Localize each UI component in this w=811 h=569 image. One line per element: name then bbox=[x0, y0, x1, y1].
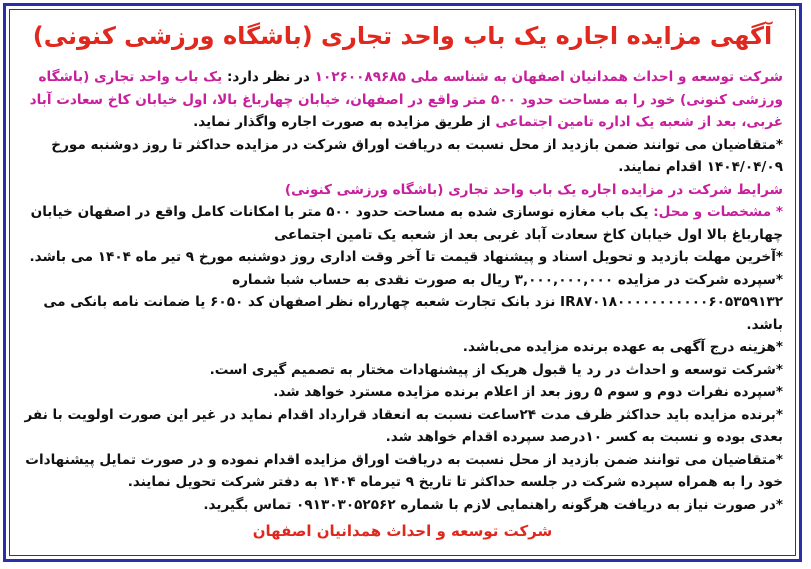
condition-contact: *در صورت نیاز به دریافت هرگونه راهنمایی لازم با شماره ۰۹۱۳۰۳۰۵۲۵۶۲ تماس بگیرید. bbox=[203, 496, 783, 513]
property-description: یک باب واحد تجاری (باشگاه ورزشی کنونی) خود را به مساحت حدود ۵۰۰ متر واقع در اصفهان، خیابان چهارباغ بالا، اول خیابان کاخ سعادت آباد غربی، بعد از شعبه یک اداره تامین اجتماعی bbox=[29, 69, 783, 130]
ad-content bbox=[22, 20, 783, 549]
company-id-text: شرکت توسعه و احداث همدانیان اصفهان به شناسه ملی ۱۰۲۶۰۰۸۹۶۸۵ bbox=[314, 69, 783, 85]
intro-connector: در نظر دارد: bbox=[222, 69, 315, 85]
specs-item bbox=[22, 201, 783, 246]
notice-visit: *متقاضیان می توانند ضمن بازدید از محل نسبت به دریافت اوراق شرکت در مزایده حداکثر تا روز دوشنبه مورخ ۱۴۰۴/۰۴/۰۹ اقدام نمایند. bbox=[51, 136, 783, 175]
intro-paragraph bbox=[22, 66, 783, 134]
condition-deadline: *آخرین مهلت بازدید و تحویل اسناد و پیشنهاد قیمت تا آخر وقت اداری روز دوشنبه مورخ ۹ تیر ماه ۱۴۰۴ می باشد. bbox=[29, 249, 783, 265]
intro-ending: از طریق مزایده به صورت اجاره واگذار نماید. bbox=[193, 114, 496, 130]
condition-accept-reject: *شرکت توسعه و احداث در رد یا قبول هریک از پیشنهادات مختار به تصمیم گیری است. bbox=[209, 361, 783, 378]
condition-refund: *سپرده نفرات دوم و سوم ۵ روز بعد از اعلام برنده مزایده مسترد خواهد شد. bbox=[273, 384, 783, 400]
condition-ad-cost: *هزینه درج آگهی به عهده برنده مزایده می‌باشد. bbox=[462, 339, 783, 355]
condition-contract: *برنده مزایده باید حداکثر ظرف مدت ۲۴ساعت نسبت به انعقاد قرارداد اقدام نماید در غیر این صورت اولویت با نفر بعدی بوده و نسبت به کسر ۱۰درصد سپرده اقدام خواهد شد. bbox=[24, 406, 783, 445]
condition-submission: *متقاضیان می توانند ضمن بازدید از محل نسبت به دریافت اوراق مزایده اقدام نموده و در صورت تمایل پیشنهادات خود را به همراه سپرده شرکت در جلسه حداکثر تا تاریخ ۹ تیرماه ۱۴۰۴ به دفتر شرکت تحویل نمایند. bbox=[25, 451, 783, 490]
ad-frame bbox=[3, 3, 802, 562]
condition-deposit: *سپرده شرکت در مزایده ۳,۰۰۰,۰۰۰,۰۰۰ ریال به صورت نقدی به حساب شبا شماره IR۸۷۰۱۸۰۰۰۰۰۰۰۰۰۰۰۶۰۵۳۵۹۱۳۲ نزد بانک تجارت شعبه چهارراه نظر اصفهان کد ۶۰۵۰ یا ضمانت نامه بانکی می باشد. bbox=[43, 271, 783, 333]
ad-title: آگهی مزایده اجاره یک باب واحد تجاری (باشگاه ورزشی کنونی) bbox=[32, 22, 773, 50]
specs-label: * مشخصات و محل: bbox=[653, 204, 783, 220]
conditions-title: شرایط شرکت در مزایده اجاره یک باب واحد تجاری (باشگاه ورزشی کنونی) bbox=[284, 181, 783, 198]
company-signature: شرکت توسعه و احداث همدانیان اصفهان bbox=[252, 522, 553, 540]
specs-text: یک باب مغازه نوسازی شده به مساحت حدود ۵۰۰ متر با امکانات کامل واقع در اصفهان خیابان چهارباغ بالا اول خیابان کاخ سعادت آباد غربی بعد از شعبه یک تامین اجتماعی bbox=[30, 204, 783, 243]
